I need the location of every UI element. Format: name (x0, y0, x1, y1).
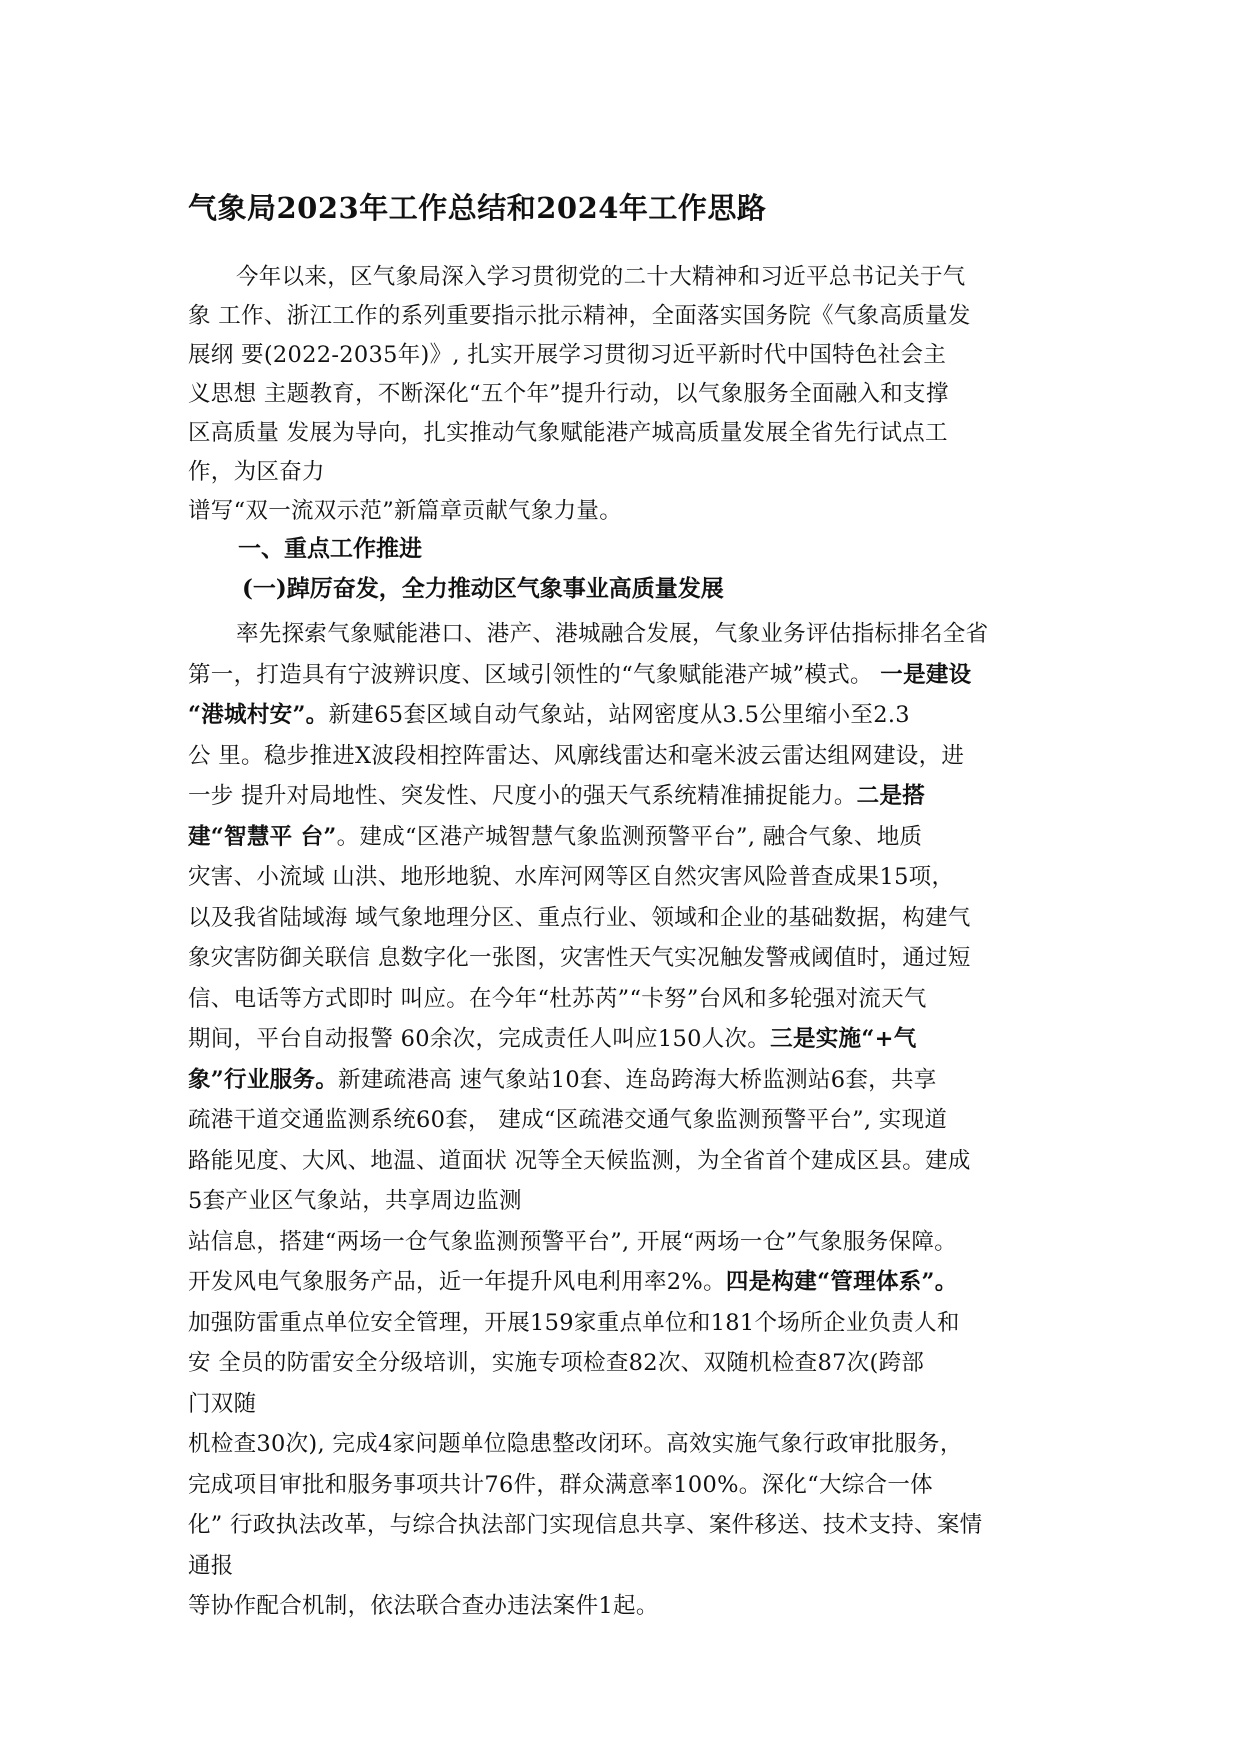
section-line (188, 1019, 1068, 1060)
line-text: 疏港干道交通监测系统60套， 建成“区疏港交通气象监测预警平台”, 实现道 (188, 1107, 948, 1133)
line-text: 安 全员的防雷安全分级培训，实施专项检查82次、双随机检查87次(跨部 (188, 1350, 925, 1376)
emphasis-text: 二是搭 (856, 783, 926, 809)
emphasis-text: 三是实施“+气 (770, 1026, 917, 1052)
line-text: 以及我省陆域海 域气象地理分区、重点行业、领域和企业的基础数据，构建气 (188, 904, 971, 931)
section-line (188, 1262, 1068, 1303)
intro-line: 区高质量 发展为导向，扎实推动气象赋能港产城高质量发展全省先行试点工 (188, 420, 948, 446)
section-line (188, 1546, 1068, 1587)
intro-line: 象 工作、浙江工作的系列重要指示批示精神，全面落实国务院《气象高质量发 (188, 303, 971, 329)
section-heading: 一、重点工作推进 (238, 535, 422, 562)
line-text: 机检查30次), 完成4家问题单位隐患整改闭环。高效实施气象行政审批服务， (188, 1431, 963, 1457)
emphasis-text: 象”行业服务。 (188, 1066, 339, 1093)
document-title: 气象局2023年工作总结和2024年工作思路 (188, 191, 767, 225)
intro-line: 今年以来，区气象局深入学习贯彻党的二十大精神和习近平总书记关于气 (236, 264, 966, 290)
section-line (188, 1222, 1068, 1263)
line-text: 化” 行政执法改革，与综合执法部门实现信息共享、案件移送、技术支持、案情 (188, 1512, 983, 1538)
intro-line: 作，为区奋力 (188, 459, 325, 485)
section-line (188, 1465, 1068, 1506)
section-line (188, 1141, 1068, 1182)
section-line (188, 736, 1068, 777)
line-text: 一步 提升对局地性、突发性、尺度小的强天气系统精准捕捉能力。 (188, 783, 857, 809)
section-line (188, 1060, 1068, 1101)
emphasis-text: “港城村安”。 (188, 702, 329, 728)
section-line (188, 1505, 1068, 1546)
line-text: 率先探索气象赋能港口、港产、港城融合发展，气象业务评估指标排名全省 (236, 621, 989, 647)
section-line (188, 817, 1068, 858)
intro-paragraph (188, 258, 1068, 531)
intro-line: 谱写“双一流双示范”新篇章贡献气象力量。 (188, 498, 623, 524)
section-line (188, 898, 1068, 939)
line-text: 完成项目审批和服务事项共计76件，群众满意率100%。深化“大综合一体 (188, 1471, 933, 1498)
section-line (188, 776, 1068, 817)
section-line (188, 1384, 1068, 1425)
line-text: 期间，平台自动报警 60余次，完成责任人叫应150人次。 (188, 1026, 771, 1052)
section-line (188, 938, 1068, 979)
section-line (188, 1303, 1068, 1344)
section-line (188, 614, 1068, 655)
line-text: 开发风电气象服务产品，近一年提升风电利用率2%。 (188, 1269, 726, 1295)
line-text: 通报 (188, 1552, 234, 1579)
line-text: 第一，打造具有宁波辨识度、区域引领性的“气象赋能港产城”模式。 (188, 661, 881, 688)
line-text: 等协作配合机制，依法联合查办违法案件1起。 (188, 1593, 659, 1619)
line-text: 加强防雷重点单位安全管理，开展159家重点单位和181个场所企业负责人和 (188, 1309, 960, 1336)
section-line (188, 1100, 1068, 1141)
section-line (188, 695, 1068, 736)
section-line (188, 1343, 1068, 1384)
emphasis-text: 建“智慧平 台” (188, 823, 337, 850)
line-text: 新建65套区域自动气象站，站网密度从3.5公里缩小至2.3 (328, 702, 910, 728)
intro-line: 展纲 要(2022-2035年)》, 扎实开展学习贯彻习近平新时代中国特色社会主 (188, 342, 947, 368)
section-line (188, 1586, 1068, 1627)
emphasis-text: 一是建设 (880, 661, 972, 688)
line-text: 站信息，搭建“两场一仓气象监测预警平台”, 开展“两场一仓”气象服务保障。 (188, 1228, 957, 1255)
line-text: 路能见度、大风、地温、道面状 况等全天候监测，为全省首个建成区县。建成 (188, 1147, 971, 1174)
line-text: 门双随 (188, 1390, 257, 1417)
section-line (188, 857, 1068, 898)
section-line (188, 1181, 1068, 1222)
line-text: 灾害、小流域 山洪、地形地貌、水库河网等区自然灾害风险普查成果15项， (188, 864, 955, 890)
section-paragraph (188, 614, 1068, 1627)
line-text: 公 里。稳步推进X波段相控阵雷达、风廓线雷达和毫米波云雷达组网建设，进 (188, 742, 965, 769)
line-text: 新建疏港高 速气象站10套、连岛跨海大桥监测站6套，共享 (338, 1066, 937, 1093)
line-text: 。建成“区港产城智慧气象监测预警平台”, 融合气象、地质 (336, 823, 923, 850)
intro-line: 义思想 主题教育，不断深化“五个年”提升行动，以气象服务全面融入和支撑 (188, 381, 949, 407)
section-line (188, 979, 1068, 1020)
line-text: 象灾害防御关联信 息数字化一张图，灾害性天气实况触发警戒阈值时，通过短 (188, 945, 971, 971)
subsection-heading: (一)踔厉奋发，全力推动区气象事业高质量发展 (242, 575, 724, 602)
emphasis-text: 四是构建“管理体系”。 (725, 1269, 958, 1295)
section-line (188, 655, 1068, 696)
section-line (188, 1424, 1068, 1465)
line-text: 5套产业区气象站，共享周边监测 (188, 1188, 522, 1214)
line-text: 信、电话等方式即时 叫应。在今年“杜苏芮”“卡努”台风和多轮强对流天气 (188, 985, 927, 1012)
